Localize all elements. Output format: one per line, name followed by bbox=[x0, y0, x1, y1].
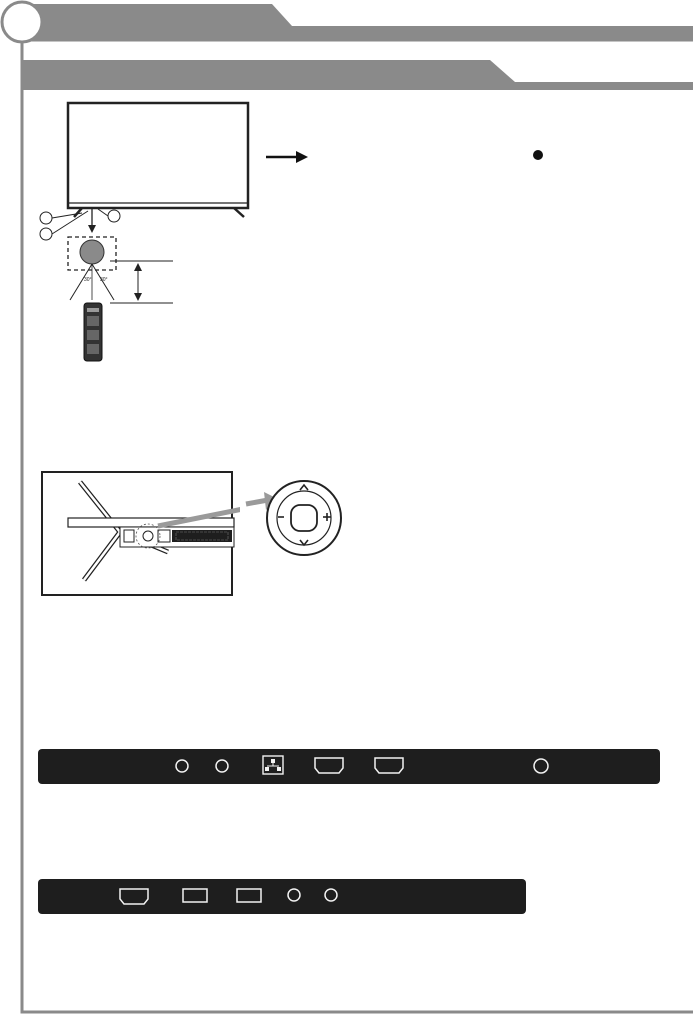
pointer-arrow-icon bbox=[262, 145, 552, 169]
back-ports bbox=[38, 749, 660, 784]
angle-label-right: 30° bbox=[100, 277, 108, 283]
plus-icon bbox=[321, 511, 333, 523]
side-ports bbox=[38, 879, 526, 914]
tv-front-illustration bbox=[30, 95, 260, 370]
page-number-badge bbox=[0, 0, 50, 50]
tv-back-illustration bbox=[40, 470, 240, 600]
minus-icon bbox=[276, 512, 286, 522]
arrow-down-icon bbox=[298, 538, 310, 548]
arrow-up-icon bbox=[298, 482, 310, 492]
angle-label-left: 30° bbox=[84, 277, 92, 283]
